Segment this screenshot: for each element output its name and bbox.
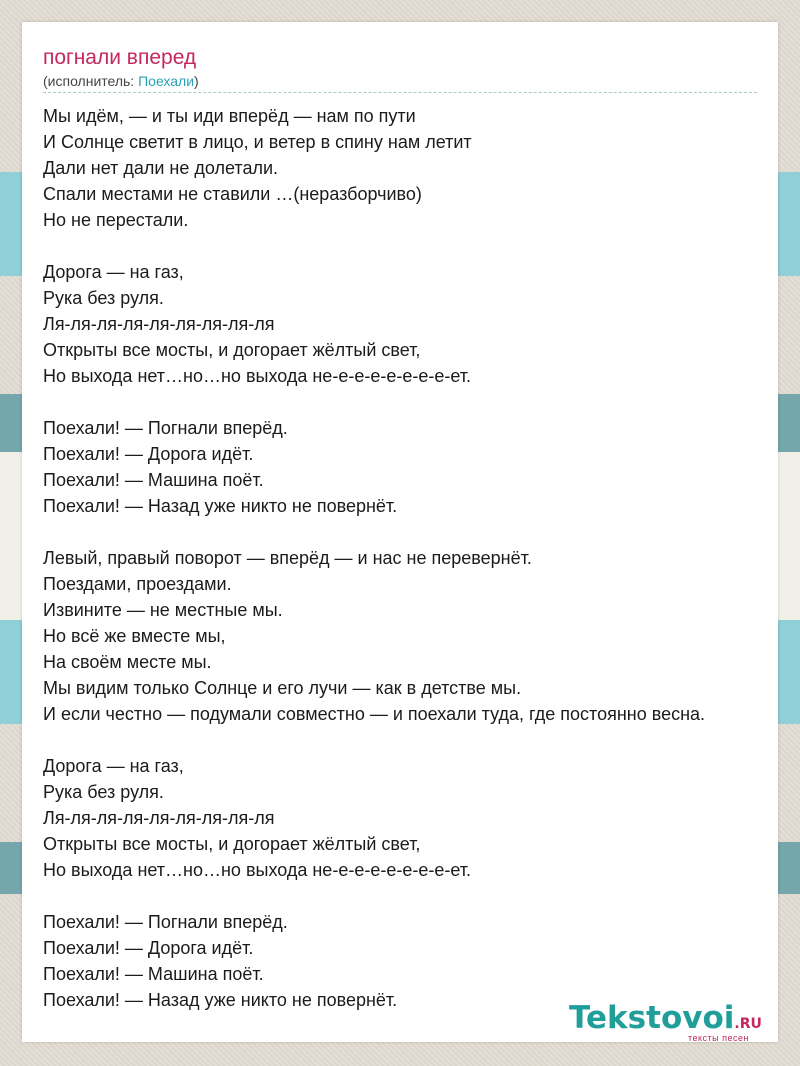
lyric-line: Извините — не местные мы. [43, 600, 283, 620]
lyric-line: Дали нет дали не долетали. [43, 158, 279, 178]
lyric-line: Поехали! — Назад уже никто не повернёт. [43, 496, 398, 516]
lyric-line: Поездами, проездами. [43, 574, 232, 594]
lyric-line: Поехали! — Погнали вперёд. [43, 912, 288, 932]
artist-prefix: (исполнитель: [43, 73, 139, 89]
lyric-line: Рука без руля. [43, 782, 164, 802]
logo-tagline: тексты песен [687, 1033, 749, 1043]
lyric-line: Ля-ля-ля-ля-ля-ля-ля-ля-ля [43, 314, 275, 334]
lyric-line: Но не перестали. [43, 210, 189, 230]
lyric-line: Но всё же вместе мы, [43, 626, 226, 646]
lyric-line: Но выхода нет…но…но выхода не-е-е-е-е-е-е-е-ет. [43, 860, 472, 880]
lyric-line: Мы видим только Солнце и его лучи — как в детстве мы. [43, 678, 522, 698]
lyrics-card [22, 22, 778, 1042]
verse [43, 103, 800, 233]
title-divider [43, 92, 757, 93]
lyric-line: Поехали! — Машина поёт. [43, 964, 264, 984]
lyric-line: На своём месте мы. [43, 652, 212, 672]
song-title: погнали вперед [43, 46, 197, 69]
lyrics-text [43, 103, 800, 1013]
chorus [43, 909, 800, 1013]
lyric-line: Левый, правый поворот — вперёд — и нас не перевернёт. [43, 548, 532, 568]
verse [43, 545, 800, 727]
chorus [43, 415, 800, 519]
lyric-line: Поехали! — Дорога идёт. [43, 938, 254, 958]
lyric-line: Но выхода нет…но…но выхода не-е-е-е-е-е-е-е-ет. [43, 366, 472, 386]
lyric-line: Ля-ля-ля-ля-ля-ля-ля-ля-ля [43, 808, 275, 828]
logo-tld: .RU [734, 1016, 762, 1032]
verse [43, 259, 800, 389]
lyric-line: Поехали! — Погнали вперёд. [43, 418, 288, 438]
lyric-line: Рука без руля. [43, 288, 164, 308]
lyric-line: Открыты все мосты, и догорает жёлтый свет, [43, 340, 421, 360]
logo-name: Tekstovoi [569, 1000, 735, 1036]
lyric-line: Дорога — на газ, [43, 756, 184, 776]
lyric-line: И Солнце светит в лицо, и ветер в спину нам летит [43, 132, 472, 152]
lyric-line: Спали местами не ставили …(неразборчиво) [43, 184, 422, 204]
lyric-line: Мы идём, — и ты иди вперёд — нам по пути [43, 106, 416, 126]
artist-suffix: ) [194, 73, 199, 89]
site-logo[interactable] [569, 1000, 779, 1044]
lyric-line: Поехали! — Машина поёт. [43, 470, 264, 490]
lyric-line: Дорога — на газ, [43, 262, 184, 282]
lyric-line: Открыты все мосты, и догорает жёлтый свет, [43, 834, 421, 854]
artist-line [43, 73, 199, 89]
verse [43, 753, 800, 883]
artist-link[interactable]: Поехали [138, 73, 195, 89]
lyric-line: Поехали! — Назад уже никто не повернёт. [43, 990, 398, 1010]
lyric-line: И если честно — подумали совместно — и поехали туда, где постоянно весна. [43, 704, 706, 724]
lyric-line: Поехали! — Дорога идёт. [43, 444, 254, 464]
